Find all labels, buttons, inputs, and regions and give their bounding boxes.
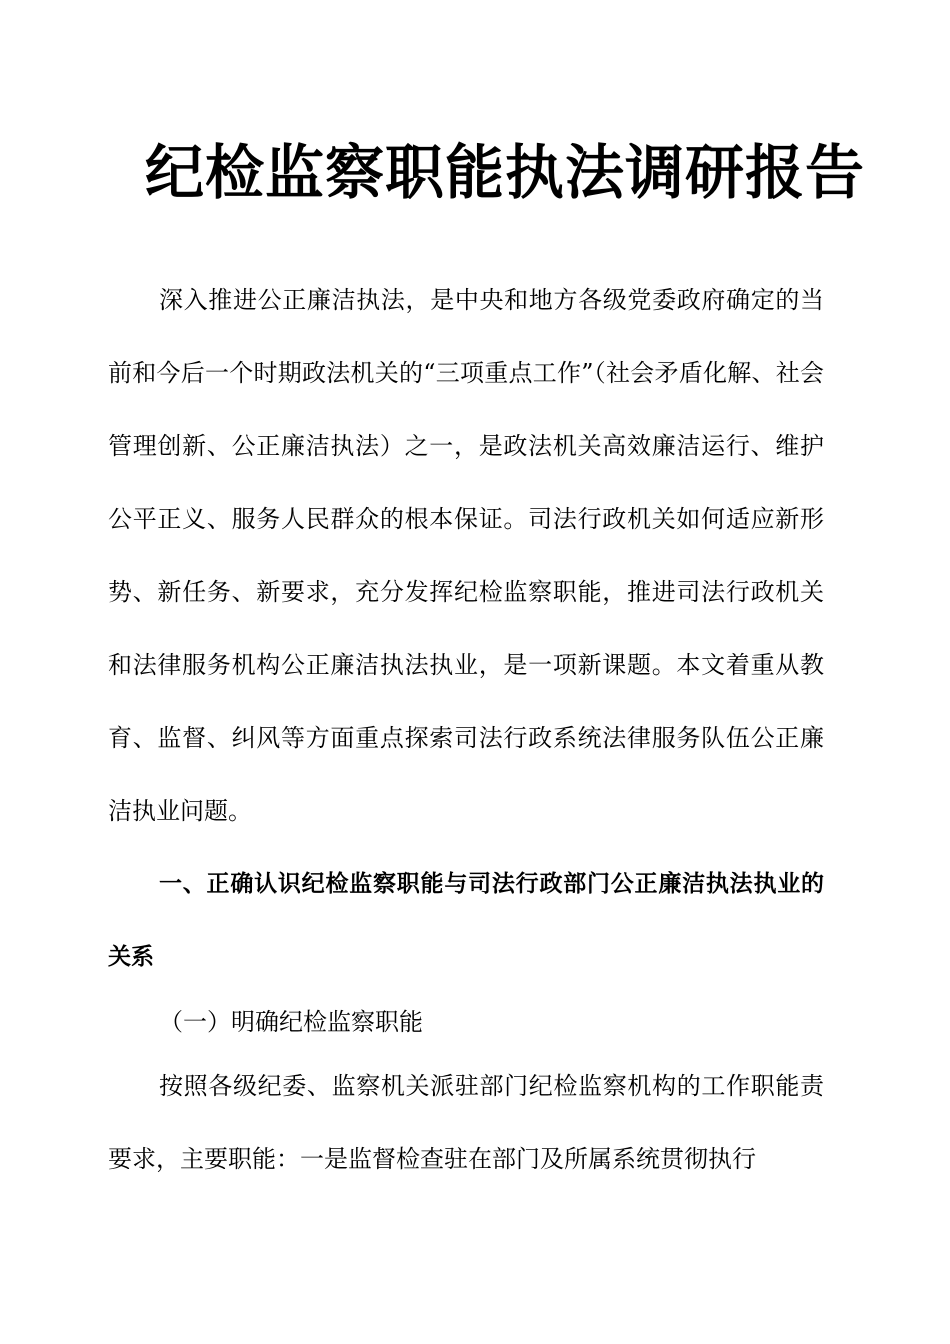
subsection-paragraph-1: 按照各级纪委、监察机关派驻部门纪检监察机构的工作职能责要求，主要职能：一是监督检查驻在部门及所属系统贯彻执行	[108, 1072, 824, 1173]
section-heading-1: 一、正确认识纪检监察职能与司法行政部门公正廉洁执法执业的关系	[108, 871, 824, 970]
document-title: 纪检监察职能执法调研报告	[145, 138, 866, 207]
intro-paragraph: 深入推进公正廉洁执法，是中央和地方各级党委政府确定的当前和今后一个时期政法机关的“三项重点工作”（社会矛盾化解、社会管理创新、公正廉洁执法）之一，是政法机关高效廉洁运行、维护公平正义、服务人民群众的根本保证。司法行政机关如何适应新形势、新任务、新要求，充分发挥纪检监察职能，推进司法行政机关和法律服务机构公正廉洁执法执业，是一项新课题。本文着重从教育、监督、纠风等方面重点探索司法行政系统法律服务队伍公正廉洁执业问题。	[108, 286, 824, 825]
subsection-heading-1: （一）明确纪检监察职能	[159, 1008, 423, 1036]
document-body	[108, 264, 824, 1196]
